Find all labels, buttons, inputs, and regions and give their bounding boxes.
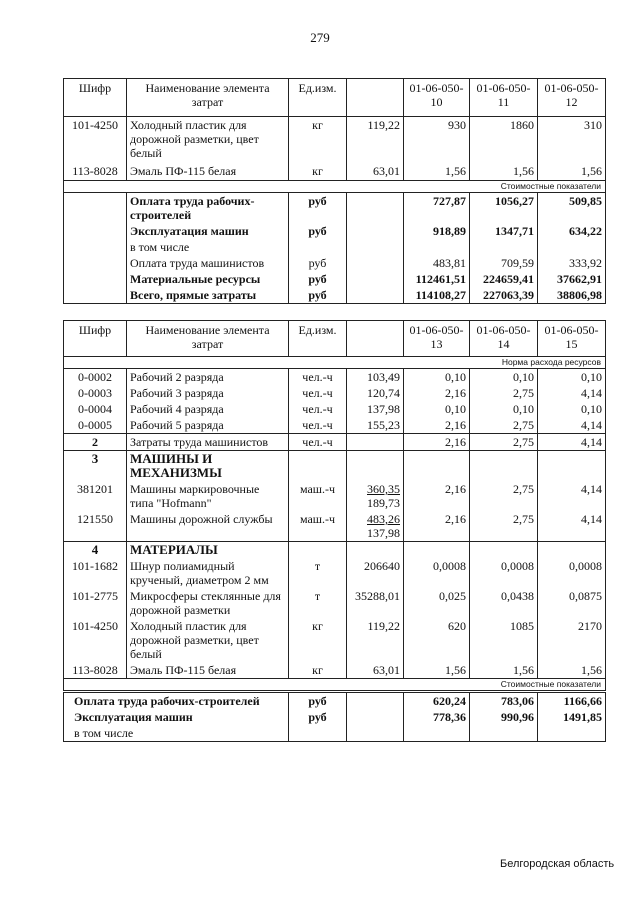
cost-row: Всего, прямые затраты руб 114108,27 227063,39 38806,98 — [64, 287, 606, 304]
cost-row: Оплата труда рабочих-строителей руб 620,24 783,06 1166,66 — [64, 692, 606, 710]
table-row: 381201 Машины маркировочные типа "Hofmann" маш.-ч 360,35 189,73 2,16 2,75 4,14 — [64, 481, 606, 511]
header-col-11: 01-06-050-11 — [470, 79, 538, 117]
table-row: 101-4250 Холодный пластик для дорожной разметки, цвет белый кг 119,22 620 1085 2170 — [64, 618, 606, 662]
table-row: 101-1682 Шнур полиамидный крученый, диаметром 2 мм т 206640 0,0008 0,0008 0,0008 — [64, 558, 606, 588]
table-row: 121550 Машины дорожной службы маш.-ч 483,26 137,98 2,16 2,75 4,14 — [64, 511, 606, 542]
machinist-labor-row: 2 Затраты труда машинистов чел.-ч 2,16 2,75 4,14 — [64, 434, 606, 451]
norm-label: Норма расхода ресурсов — [64, 357, 606, 369]
table-row: 113-8028 Эмаль ПФ-115 белая кг 63,01 1,56 1,56 1,56 — [64, 163, 606, 181]
header-code: Шифр — [64, 79, 127, 117]
cost-indicators-label: Стоимостные показатели — [64, 679, 606, 692]
footer-region: Белгородская область — [500, 858, 615, 870]
table-row: 101-4250 Холодный пластик для дорожной разметки, цвет белый кг 119,22 930 1860 310 — [64, 117, 606, 163]
header-name: Наименование элемента затрат — [127, 321, 289, 357]
section-machines: 3 МАШИНЫ И МЕХАНИЗМЫ — [64, 451, 606, 482]
header-name: Наименование элемента затрат — [127, 79, 289, 117]
header-unit: Ед.изм. — [289, 79, 347, 117]
header-col-12: 01-06-050-12 — [538, 79, 606, 117]
cost-row: Эксплуатация машин руб 778,36 990,96 1491,85 — [64, 709, 606, 725]
header-col-13: 01-06-050-13 — [404, 321, 470, 357]
header-code: Шифр — [64, 321, 127, 357]
page-number: 279 — [310, 30, 330, 45]
header-price — [347, 79, 404, 117]
cost-row: Оплата труда рабочих-строителей руб 727,87 1056,27 509,85 — [64, 193, 606, 224]
cost-row: в том числе — [64, 239, 606, 255]
table-row: 0-0002 Рабочий 2 разряда чел.-ч 103,49 0,10 0,10 0,10 — [64, 369, 606, 386]
table-row: 0-0003 Рабочий 3 разряда чел.-ч 120,74 2,16 2,75 4,14 — [64, 385, 606, 401]
header-unit: Ед.изм. — [289, 321, 347, 357]
cost-row: Оплата труда машинистов руб 483,81 709,59 333,92 — [64, 255, 606, 271]
header-col-10: 01-06-050-10 — [404, 79, 470, 117]
cost-row: Материальные ресурсы руб 112461,51 224659,41 37662,91 — [64, 271, 606, 287]
section-materials: 4 МАТЕРИАЛЫ — [64, 542, 606, 559]
table-row: 113-8028 Эмаль ПФ-115 белая кг 63,01 1,56 1,56 1,56 — [64, 662, 606, 679]
table-2 — [63, 320, 606, 742]
table-1 — [63, 78, 606, 304]
table-row: 0-0005 Рабочий 5 разряда чел.-ч 155,23 2,16 2,75 4,14 — [64, 417, 606, 434]
table-row: 101-2775 Микросферы стеклянные для дорожной разметки т 35288,01 0,025 0,0438 0,0875 — [64, 588, 606, 618]
table-row: 0-0004 Рабочий 4 разряда чел.-ч 137,98 0,10 0,10 0,10 — [64, 401, 606, 417]
header-col-15: 01-06-050-15 — [538, 321, 606, 357]
header-price — [347, 321, 404, 357]
table-1-header — [64, 79, 606, 117]
header-col-14: 01-06-050-14 — [470, 321, 538, 357]
table-2-header — [64, 321, 606, 357]
cost-row: в том числе — [64, 725, 606, 742]
cost-row: Эксплуатация машин руб 918,89 1347,71 634,22 — [64, 223, 606, 239]
cost-indicators-label: Стоимостные показатели — [64, 181, 606, 193]
